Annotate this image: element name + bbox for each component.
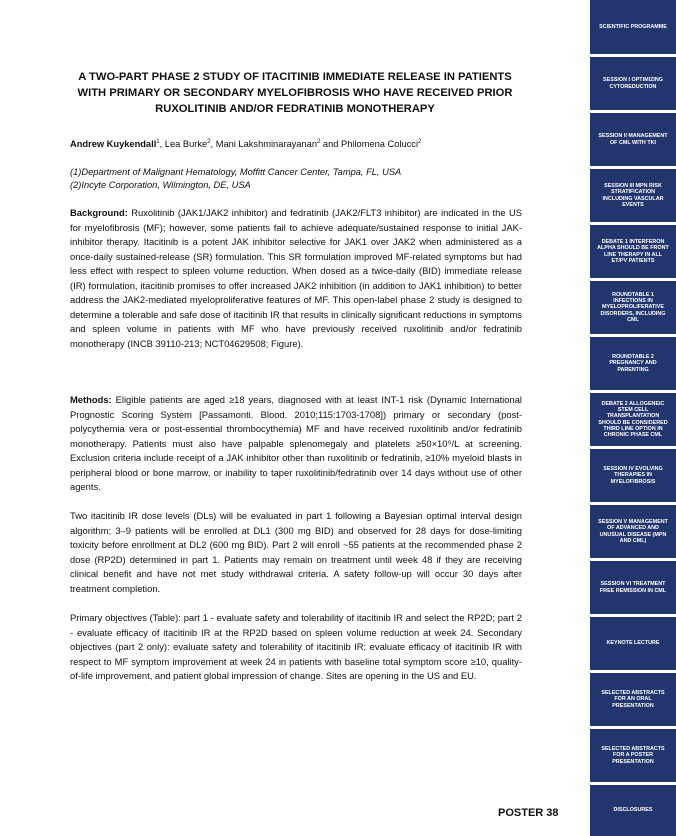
nav-tab-session-4[interactable] bbox=[590, 449, 676, 502]
author-separator: , bbox=[159, 139, 165, 149]
affiliation-1: (1)Department of Malignant Hematology, Moffitt Cancer Center, Tampa, FL, USA bbox=[70, 167, 402, 177]
nav-tab-debate-2[interactable] bbox=[590, 393, 676, 446]
nav-tab-label: SESSION IV EVOLVING THERAPIES IN MYELOFIBROSIS bbox=[603, 466, 663, 485]
poster-number: POSTER 38 bbox=[498, 807, 559, 819]
methods-text: Eligible patients are aged ≥18 years, diagnosed with at least INT-1 risk (Dynamic International Prognostic Scoring System [Passamonti. Blood. 2010;115:1703-1708]) primary or secondary (post-polycythemia vera or post-essential thrombocythemia) MF and have received ruxolitinib and/or fedratinib monotherapy. Patients must also have palpable splenomegaly and platelets ≥50×10⁹/L at screening. Exclusion criteria include receipt of a JAK inhibitor other than ruxolitinib or fedratinib, ≥10% myeloid blasts in peripheral blood or bone marrow, or inability to taper ruxolitinib/fedratinib over 14 days without use of other agents. bbox=[70, 394, 522, 492]
author-affiliation-marker: 2 bbox=[418, 138, 422, 145]
nav-tab-label: SELECTED ABSTRACTS FOR AN ORAL PRESENTATION bbox=[601, 690, 665, 709]
methods-paragraph bbox=[70, 393, 522, 495]
study-design-paragraph: Two itacitinib IR dose levels (DLs) will be evaluated in part 1 following a Bayesian optimal interval design algorithm: 3–9 patients will be enrolled at DL1 (300 mg BID) and observed for 28 days for dose-limiting toxicity before enrollment at DL2 (600 mg BID). Part 2 will enroll ~55 patients at the recommended phase 2 dose (RP2D) determined in part 1. Patients may remain on treatment until week 48 if they are receiving clinical benefit and have not met study withdrawal criteria. A safety follow-up will occur 30 days after treatment completion. bbox=[70, 510, 522, 594]
nav-tab-label: DEBATE 2 ALLOGENEIC STEM CELL TRANSPLANTATION SHOULD BE CONSIDERED THIRD LINE OPTION IN CHRONIC PHASE CML bbox=[598, 400, 668, 438]
author-affiliation-marker: 1 bbox=[156, 138, 160, 145]
nav-tab-poster-abstracts[interactable] bbox=[590, 729, 676, 782]
author-separator: , bbox=[210, 139, 216, 149]
objectives-paragraph: Primary objectives (Table): part 1 - evaluate safety and tolerability of itacitinib IR and select the RP2D; part 2 - evaluate efficacy of itacitinib IR at the RP2D based on spleen volume reduction at week 24. Secondary objectives (part 2 only): evaluate safety and tolerability of itacitinib IR; evaluate efficacy of itacitinib IR with respect to MF symptom improvement at week 24 in patients with baseline total symptom score ≥10, quality-of-life improvement, and patient global impression of change. Sites are opening in the US and EU. bbox=[70, 612, 522, 681]
nav-tab-keynote-lecture[interactable] bbox=[590, 617, 676, 670]
background-heading: Background: bbox=[70, 207, 128, 218]
author-name: Andrew Kuykendall bbox=[70, 139, 157, 149]
nav-tab-roundtable-2[interactable] bbox=[590, 337, 676, 390]
nav-tab-label: KEYNOTE LECTURE bbox=[606, 640, 660, 647]
nav-tab-session-3[interactable] bbox=[590, 169, 676, 222]
nav-tab-session-5[interactable] bbox=[590, 505, 676, 558]
author-affiliation-marker: 2 bbox=[207, 138, 211, 145]
nav-tab-label: SELECTED ABSTRACTS FOR A POSTER PRESENTATION bbox=[601, 746, 665, 765]
nav-tab-label: DEBATE 1 INTERFERON ALPHA SHOULD BE FRONT LINE THERAPY IN ALL ET/PV PATIENTS bbox=[597, 239, 669, 264]
nav-tab-label: ROUNDTABLE 2 PREGNANCY AND PARENTING bbox=[609, 354, 657, 373]
article-title: A TWO-PART PHASE 2 STUDY OF ITACITINIB IMMEDIATE RELEASE IN PATIENTS WITH PRIMARY OR SECONDARY MYELOFIBROSIS WHO HAVE RECEIVED PRIOR RUXOLITINIB AND/OR FEDRATINIB MONOTHERAPY bbox=[77, 71, 513, 115]
nav-tab-disclosures[interactable] bbox=[590, 785, 676, 836]
background-paragraph bbox=[70, 206, 522, 351]
nav-tab-label: SESSION VI TREATMENT FREE REMISSION IN CML bbox=[599, 581, 667, 594]
nav-tab-label: SCIENTIFIC PROGRAMME bbox=[599, 23, 667, 30]
nav-tab-label: SESSION I OPTIMIZING CYTOREDUCTION bbox=[603, 77, 663, 90]
methods-heading: Methods: bbox=[70, 394, 112, 405]
nav-tab-label: SESSION II MANAGEMENT OF CML WITH TKI bbox=[598, 133, 668, 146]
author-list bbox=[70, 138, 530, 150]
nav-tab-roundtable-1[interactable] bbox=[590, 281, 676, 334]
nav-tab-session-2[interactable] bbox=[590, 113, 676, 166]
nav-tab-scientific-programme[interactable] bbox=[590, 0, 676, 54]
nav-tab-oral-abstracts[interactable] bbox=[590, 673, 676, 726]
nav-tab-label: ROUNDTABLE 1 INFECTIONS IN MYELOPROLIFERATIVE DISORDERS, INCLUDING CML bbox=[600, 291, 666, 323]
nav-tab-label: DISCLOSURES bbox=[613, 807, 653, 814]
nav-tab-label: SESSION III MPN RISK STRATIFICATION INCLUDING VASCULAR EVENTS bbox=[602, 183, 664, 208]
sidebar-navigation bbox=[590, 0, 676, 836]
author-name: Mani Lakshminarayanan bbox=[215, 139, 317, 149]
nav-tab-debate-1[interactable] bbox=[590, 225, 676, 278]
affiliation-2: (2)Incyte Corporation, Wilmington, DE, USA bbox=[70, 180, 251, 190]
author-affiliation-marker: 2 bbox=[317, 138, 321, 145]
background-text: Ruxolitinib (JAK1/JAK2 inhibitor) and fedratinib (JAK2/FLT3 inhibitor) are indicated in the US for myelofibrosis (MF); however, some patients fail to achieve adequate/sustained response to initial JAK-inhibitor therapy. Itacitinib is a potent JAK inhibitor selective for JAK1 over JAK2 when administered as a once-daily sustained-release (SR) formulation. This SR formulation improved MF-related symptoms but had less effect with respect to spleen volume reduction. When dosed as a twice-daily (BID) immediate release (IR) formulation, itacitinib promises to offer increased JAK2 inhibition (in addition to JAK1 inhibition) to better address the JAK2-mediated myeloproliferative features of MF. This open-label phase 2 study is designed to determine a tolerable and safe dose of itacitinib IR that results in clinically significant reductions in symptoms and spleen volume in patients with MF who have previously received ruxolitinib and/or fedratinib monotherapy (INCB 39110-213; NCT04629508; Figure). bbox=[70, 207, 522, 349]
author-separator: and bbox=[320, 139, 342, 149]
author-name: Lea Burke bbox=[164, 139, 208, 149]
nav-tab-session-6[interactable] bbox=[590, 561, 676, 614]
nav-tab-session-1[interactable] bbox=[590, 57, 676, 110]
author-name: Philomena Colucci bbox=[341, 139, 419, 149]
nav-tab-label: SESSION V MANAGEMENT OF ADVANCED AND UNUSUAL DISEASE (MPN AND CML) bbox=[598, 519, 668, 544]
